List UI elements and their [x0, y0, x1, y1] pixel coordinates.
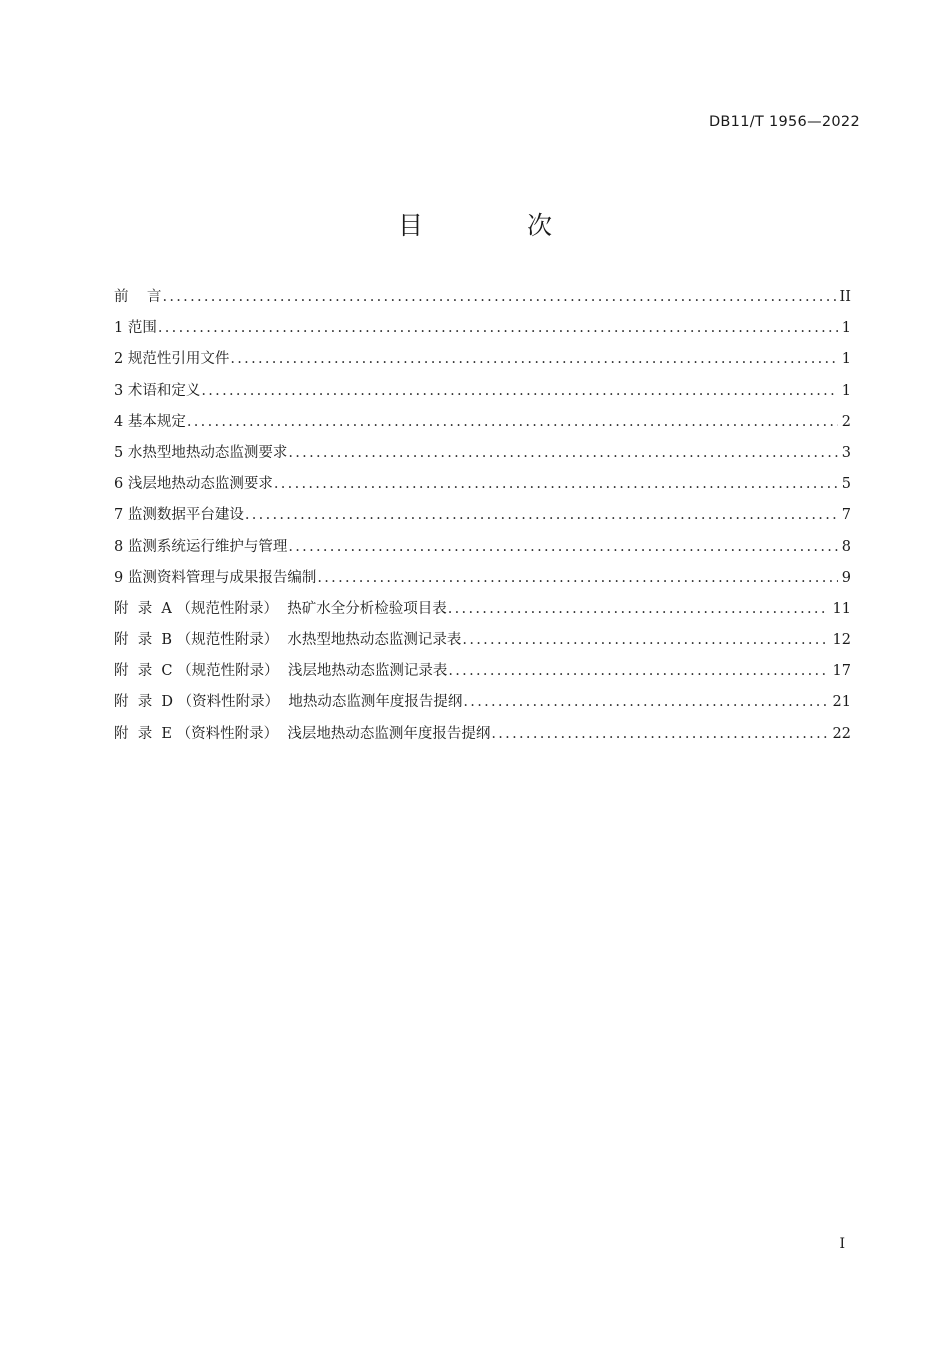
toc-entry-page: 22: [832, 725, 851, 742]
toc-entry-page: 12: [832, 632, 851, 649]
toc-entry-appendix-c[interactable]: [114, 656, 851, 687]
toc-entry-4[interactable]: [114, 407, 851, 438]
toc-leader-dots: [162, 282, 835, 313]
toc-entry-3[interactable]: [114, 376, 851, 407]
toc-entry-5[interactable]: [114, 438, 851, 469]
toc-entry-label: 3 术语和定义: [114, 382, 201, 399]
toc-entry-label: 4 基本规定: [114, 413, 186, 430]
toc-leader-dots: [288, 532, 837, 563]
table-of-contents: [114, 282, 851, 750]
toc-entry-label: 9 监测资料管理与成果报告编制: [114, 569, 317, 586]
toc-leader-dots: [491, 719, 828, 750]
toc-entry-label: 前 言: [114, 289, 162, 305]
toc-leader-dots: [288, 438, 837, 469]
toc-entry-page: 9: [841, 569, 851, 586]
toc-entry-page: 5: [841, 476, 851, 493]
toc-leader-dots: [201, 376, 837, 407]
toc-entry-page: 17: [832, 663, 851, 680]
toc-entry-2[interactable]: [114, 344, 851, 375]
toc-entry-label: 附 录 C （规范性附录） 浅层地热动态监测记录表: [114, 663, 448, 680]
toc-entry-7[interactable]: [114, 500, 851, 531]
toc-entry-appendix-e[interactable]: [114, 719, 851, 750]
toc-leader-dots: [158, 313, 838, 344]
toc-leader-dots: [245, 500, 838, 531]
toc-leader-dots: [274, 469, 838, 500]
toc-entry-page: 2: [841, 413, 851, 430]
toc-entry-page: 8: [841, 538, 851, 555]
toc-entry-1[interactable]: [114, 313, 851, 344]
toc-entry-label: 附 录 E （资料性附录） 浅层地热动态监测年度报告提纲: [114, 725, 491, 742]
toc-entry-label: 2 规范性引用文件: [114, 351, 230, 368]
toc-entry-6[interactable]: [114, 469, 851, 500]
toc-leader-dots: [448, 594, 829, 625]
toc-entry-label: 6 浅层地热动态监测要求: [114, 476, 273, 493]
toc-entry-page: 1: [841, 382, 851, 399]
toc-entry-label: 8 监测系统运行维护与管理: [114, 538, 288, 555]
page-number: I: [839, 1236, 845, 1252]
toc-entry-appendix-a[interactable]: [114, 594, 851, 625]
toc-entry-label: 附 录 B （规范性附录） 水热型地热动态监测记录表: [114, 632, 462, 649]
toc-entry-label: 附 录 D （资料性附录） 地热动态监测年度报告提纲: [114, 694, 463, 711]
toc-title: 目 次: [398, 211, 600, 240]
document-code: DB11/T 1956—2022: [708, 114, 860, 130]
toc-entry-page: 1: [841, 320, 851, 337]
toc-leader-dots: [230, 344, 837, 375]
toc-entry-label: 附 录 A （规范性附录） 热矿水全分析检验项目表: [114, 600, 447, 617]
toc-entry-8[interactable]: [114, 532, 851, 563]
toc-leader-dots: [187, 407, 838, 438]
toc-entry-foreword[interactable]: [114, 282, 851, 313]
toc-entry-appendix-d[interactable]: [114, 687, 851, 718]
toc-leader-dots: [317, 563, 837, 594]
toc-entry-page: 1: [841, 351, 851, 368]
toc-entry-page: 21: [832, 694, 851, 711]
toc-entry-page: 11: [832, 600, 851, 617]
toc-leader-dots: [462, 625, 828, 656]
toc-entry-label: 7 监测数据平台建设: [114, 507, 244, 524]
toc-entry-appendix-b[interactable]: [114, 625, 851, 656]
toc-entry-label: 5 水热型地热动态监测要求: [114, 444, 288, 461]
toc-entry-9[interactable]: [114, 563, 851, 594]
toc-entry-page: 3: [841, 444, 851, 461]
toc-leader-dots: [463, 687, 828, 718]
toc-leader-dots: [448, 656, 828, 687]
toc-entry-page: 7: [841, 507, 851, 524]
toc-entry-page: II: [839, 289, 851, 305]
toc-entry-label: 1 范围: [114, 320, 157, 337]
